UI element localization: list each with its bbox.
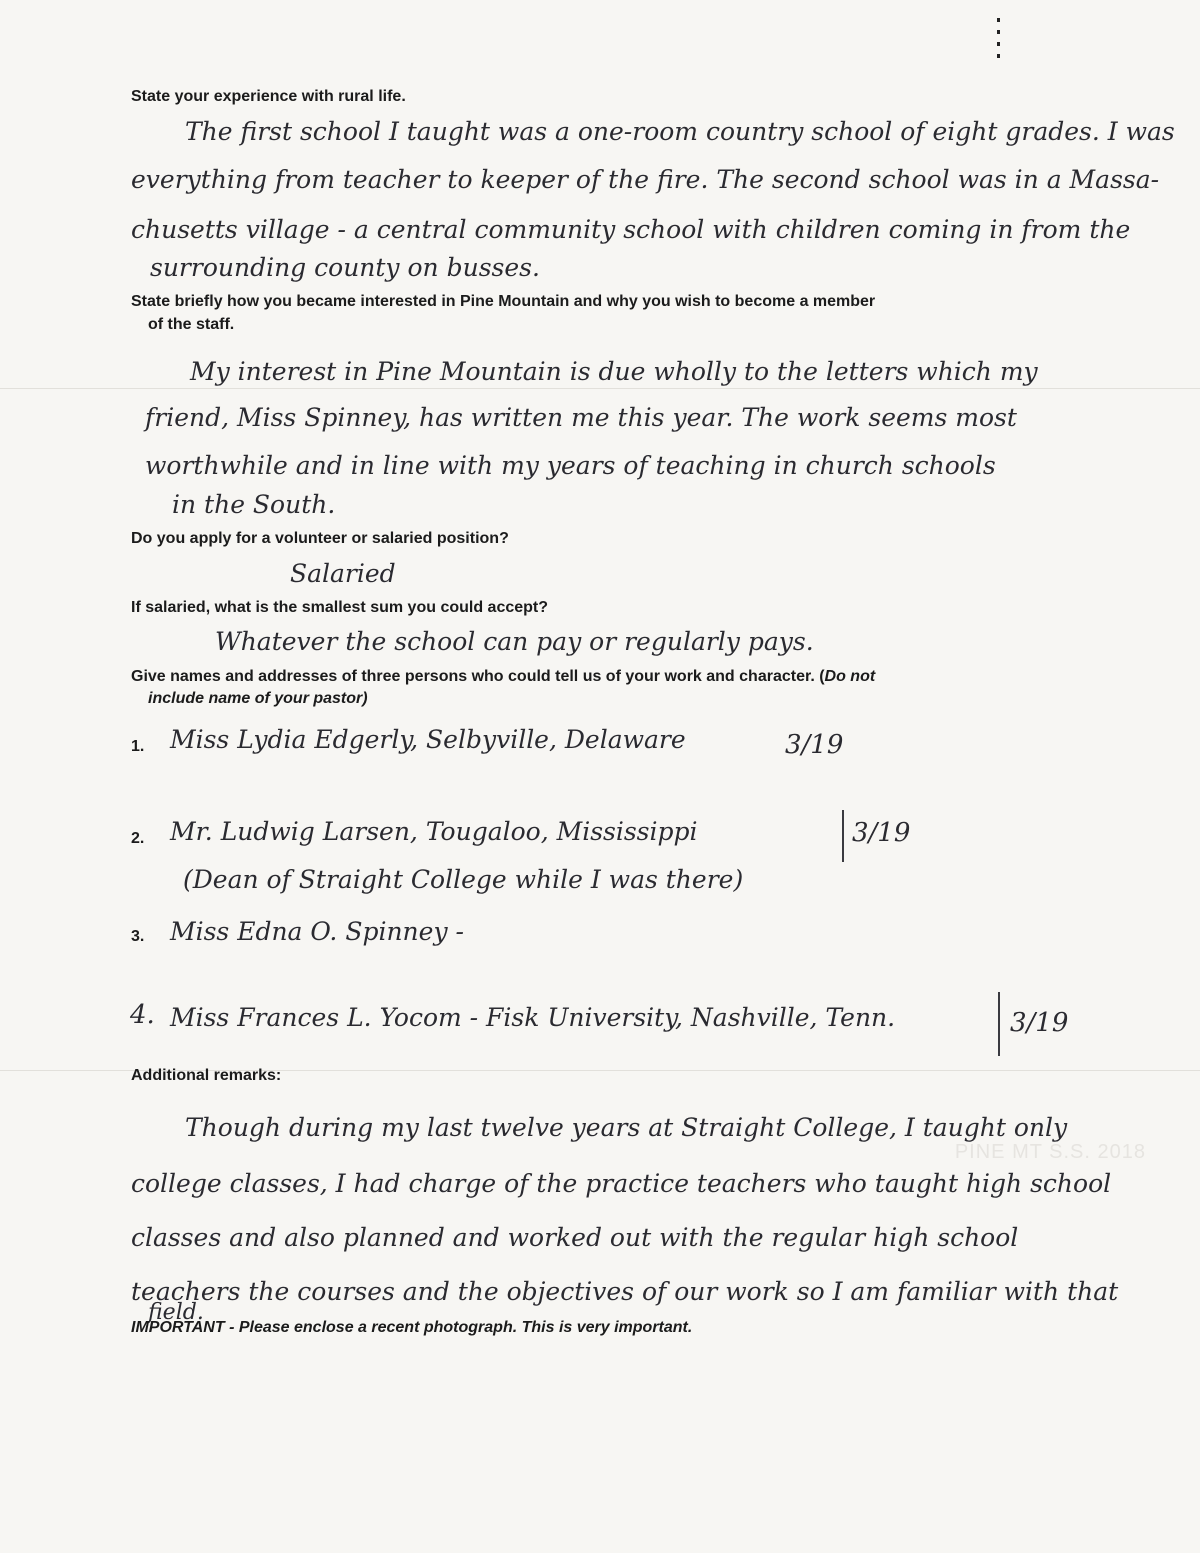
important-notice [131, 1317, 692, 1339]
reference-2-date-mark: 3/19 [852, 818, 911, 848]
reference-4-date-mark: 3/19 [1010, 1008, 1069, 1038]
answer-remarks-line-2: college classes, I had charge of the practice teachers who taught high school [131, 1169, 1112, 1198]
answer-rural-line-2: everything from teacher to keeper of the fire. The second school was in a Massa- [131, 165, 1160, 194]
answer-position: Salaried [290, 559, 396, 588]
answer-remarks-line-5: field. [148, 1300, 204, 1325]
answer-salary: Whatever the school can pay or regularly pays. [215, 627, 814, 656]
reference-1: Miss Lydia Edgerly, Selbyville, Delaware [170, 725, 686, 754]
watermark: PINE MT S.S. 2018 [954, 1141, 1146, 1163]
answer-interest-line-1: My interest in Pine Mountain is due wholly to the letters which my [190, 357, 1038, 386]
reference-2: Mr. Ludwig Larsen, Tougaloo, Mississippi [170, 817, 698, 846]
question-references-line-1 [131, 666, 875, 688]
reference-number-3: 3. [131, 928, 145, 945]
answer-interest-line-4: in the South. [172, 490, 336, 519]
question-rural-life: State your experience with rural life. [131, 88, 406, 105]
answer-interest-line-3: worthwhile and in line with my years of teaching in church schools [145, 451, 996, 480]
reference-number-2: 2. [131, 830, 145, 847]
question-salary: If salaried, what is the smallest sum you could accept? [131, 599, 549, 616]
reference-2-note: (Dean of Straight College while I was there) [183, 865, 744, 894]
important-label: IMPORTANT [131, 1319, 225, 1336]
reference-3: Miss Edna O. Spinney - [170, 917, 464, 946]
question-references-line-2: include name of your pastor) [148, 690, 368, 707]
answer-remarks-line-3: classes and also planned and worked out with the regular high school [131, 1223, 1019, 1252]
question-references-emphasis: Do not [824, 668, 876, 685]
answer-remarks-line-1: Though during my last twelve years at Straight College, I taught only [185, 1113, 1068, 1142]
reference-number-1: 1. [131, 738, 145, 755]
answer-interest-line-2: friend, Miss Spinney, has written me this year. The work seems most [145, 403, 1017, 432]
punch-marks [997, 18, 1001, 66]
question-interest-line-1: State briefly how you became interested in Pine Mountain and why you wish to become a member [131, 293, 876, 310]
reference-number-4: 4. [130, 1000, 155, 1030]
question-position: Do you apply for a volunteer or salaried position? [131, 530, 509, 547]
answer-rural-line-4: surrounding county on busses. [150, 253, 540, 282]
reference-1-date-mark: 3/19 [785, 730, 844, 760]
answer-rural-line-3: chusetts village - a central community school with children coming in from the [131, 215, 1131, 244]
question-remarks: Additional remarks: [131, 1067, 282, 1084]
answer-remarks-line-4: teachers the courses and the objectives of our work so I am familiar with that [131, 1277, 1119, 1306]
reference-2-divider [842, 810, 844, 862]
reference-4: Miss Frances L. Yocom - Fisk University, Nashville, Tenn. [170, 1003, 896, 1032]
question-references-text: Give names and addresses of three persons who could tell us of your work and character. ( [131, 668, 825, 685]
question-interest-line-2: of the staff. [148, 316, 235, 333]
reference-4-divider [998, 992, 1000, 1056]
answer-rural-line-1: The first school I taught was a one-room country school of eight grades. I was [185, 117, 1175, 146]
important-text: - Please enclose a recent photograph. This is very important. [224, 1319, 693, 1336]
